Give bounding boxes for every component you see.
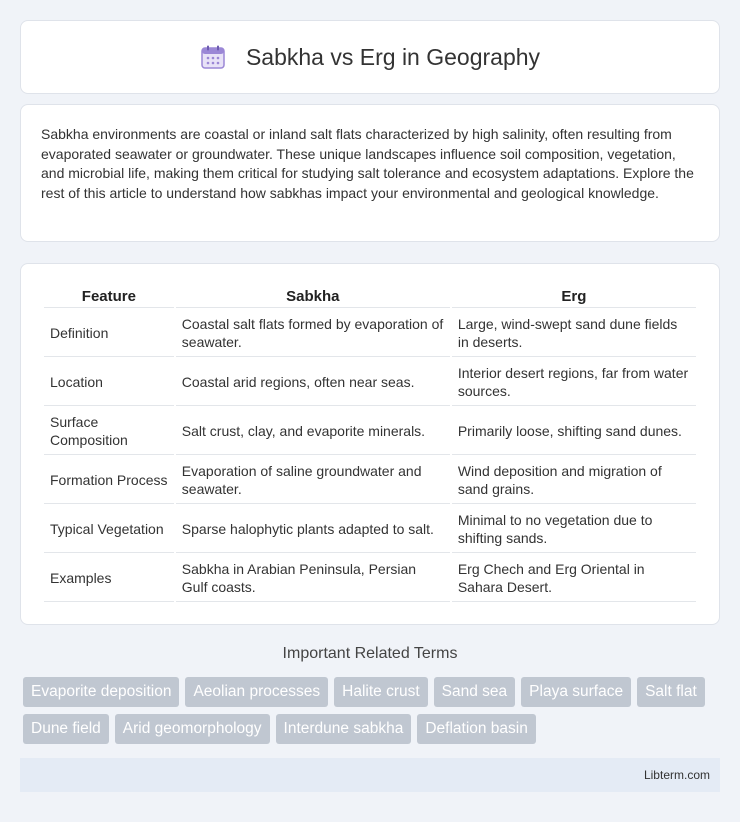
table-cell: Coastal salt flats formed by evaporation of seawater.: [176, 310, 450, 357]
table-cell: Typical Vegetation: [44, 506, 174, 553]
table-row: [44, 310, 696, 357]
related-terms-list: [23, 677, 723, 744]
table-cell: Minimal to no vegetation due to shifting sands.: [452, 506, 696, 553]
table-cell: Examples: [44, 555, 174, 602]
table-cell: Wind deposition and migration of sand grains.: [452, 457, 696, 504]
footer-site-link[interactable]: Libterm.com: [643, 768, 710, 782]
header-card: [20, 20, 720, 94]
column-header: Feature: [44, 284, 174, 308]
intro-card: [20, 104, 720, 242]
table-row: [44, 555, 696, 602]
table-cell: Interior desert regions, far from water sources.: [452, 359, 696, 406]
table-cell: Salt crust, clay, and evaporite minerals.: [176, 408, 450, 455]
table-cell: Location: [44, 359, 174, 406]
calendar-icon: [200, 44, 226, 70]
table-cell: Evaporation of saline groundwater and seawater.: [176, 457, 450, 504]
related-term-tag[interactable]: Evaporite deposition: [23, 677, 179, 707]
related-term-tag[interactable]: Halite crust: [334, 677, 428, 707]
table-cell: Formation Process: [44, 457, 174, 504]
table-cell: Primarily loose, shifting sand dunes.: [452, 408, 696, 455]
related-term-tag[interactable]: Deflation basin: [417, 714, 536, 744]
related-term-tag[interactable]: Salt flat: [637, 677, 705, 707]
table-row: [44, 408, 696, 455]
comparison-table-card: [20, 263, 720, 625]
related-term-tag[interactable]: Aeolian processes: [185, 677, 328, 707]
related-term-tag[interactable]: Sand sea: [434, 677, 516, 707]
related-term-tag[interactable]: Interdune sabkha: [276, 714, 412, 744]
table-cell: Surface Composition: [44, 408, 174, 455]
table-cell: Erg Chech and Erg Oriental in Sahara Desert.: [452, 555, 696, 602]
table-cell: Definition: [44, 310, 174, 357]
related-terms-title: Important Related Terms: [282, 645, 458, 662]
table-cell: Large, wind-swept sand dune fields in deserts.: [452, 310, 696, 357]
table-row: [44, 506, 696, 553]
intro-text: Sabkha environments are coastal or inland salt flats characterized by high salinity, often resulting from evaporated seawater or groundwater. These unique landscapes influence soil composition, vegetation, and microbial life, making them critical for studying salt tolerance and ecosystem adaptations. Explore the rest of this article to understand how sabkhas impact your environmental and geological knowledge.: [41, 126, 694, 201]
related-term-tag[interactable]: Playa surface: [521, 677, 631, 707]
footer: [20, 758, 720, 792]
table-cell: Sabkha in Arabian Peninsula, Persian Gulf coasts.: [176, 555, 450, 602]
related-term-tag[interactable]: Dune field: [23, 714, 109, 744]
table-cell: Coastal arid regions, often near seas.: [176, 359, 450, 406]
table-cell: Sparse halophytic plants adapted to salt.: [176, 506, 450, 553]
table-header-row: [44, 284, 696, 308]
related-term-tag[interactable]: Arid geomorphology: [115, 714, 270, 744]
column-header: Sabkha: [176, 284, 450, 308]
table-row: [44, 457, 696, 504]
table-row: [44, 359, 696, 406]
comparison-table: [42, 282, 698, 604]
page-title: Sabkha vs Erg in Geography: [245, 43, 541, 70]
column-header: Erg: [452, 284, 696, 308]
